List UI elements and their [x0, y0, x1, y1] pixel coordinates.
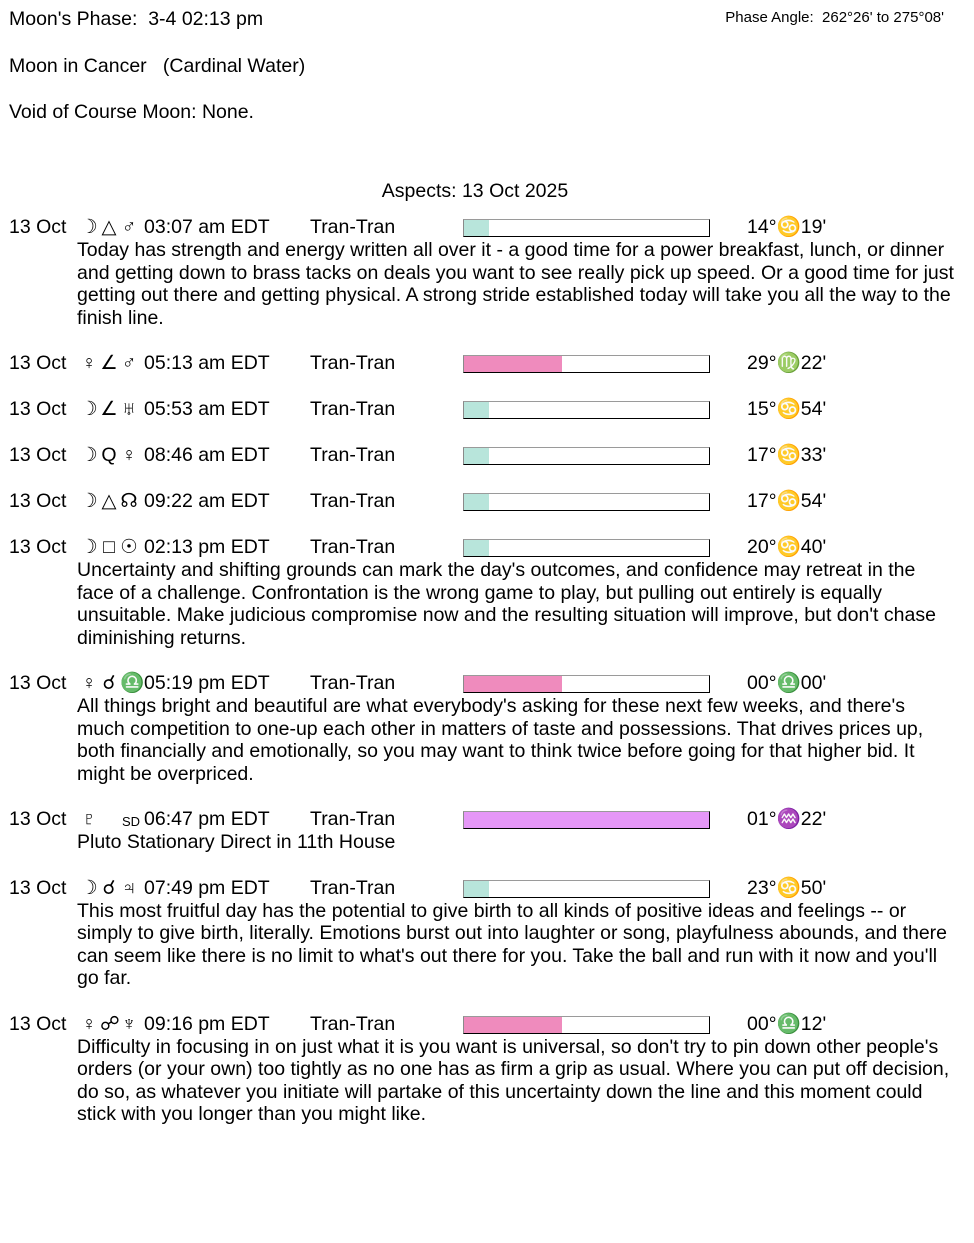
planet-glyph-icon: ☽ — [80, 536, 98, 558]
aspect-date: 13 Oct — [9, 672, 67, 694]
aspect-glyph-icon: △ — [101, 216, 117, 238]
planet-glyph-icon: ♎ — [120, 672, 145, 694]
aspect-row — [0, 398, 974, 421]
strength-bar-fill — [464, 356, 562, 372]
aspect-date: 13 Oct — [9, 536, 67, 558]
aspect-type: Tran-Tran — [310, 398, 396, 420]
aspect-entry — [0, 808, 974, 854]
aspect-row — [0, 672, 974, 695]
aspect-date: 13 Oct — [9, 876, 67, 899]
aspect-time: 02:13 pm EDT — [144, 536, 270, 558]
strength-bar-fill — [464, 402, 489, 418]
aspect-type: Tran-Tran — [310, 490, 396, 512]
planet-glyph-icon: ♂ — [121, 216, 137, 238]
aspect-time: 08:46 am EDT — [144, 444, 270, 466]
aspect-date: 13 Oct — [9, 352, 67, 374]
aspect-entry — [0, 444, 974, 467]
aspect-type: Tran-Tran — [310, 1012, 396, 1035]
strength-bar-fill — [464, 540, 489, 556]
strength-bar-fill — [464, 494, 489, 510]
aspect-entry — [0, 672, 974, 785]
aspect-date: 13 Oct — [9, 808, 67, 830]
aspect-row — [0, 877, 974, 900]
aspect-description: This most fruitful day has the potential to give birth to all kinds of positive ideas and feelings -- or simply to give birth, literally. Emotions burst out into laughter or song, playfulness abounds, and there can seem like there is no limit to what's out there for you. Take the ball and run with it now and you'll go far. — [77, 899, 948, 989]
strength-bar — [463, 811, 710, 829]
strength-bar-fill — [464, 812, 709, 828]
aspect-date: 13 Oct — [9, 444, 67, 466]
phase-angle: Phase Angle: 262°26' to 275°08' — [725, 9, 944, 26]
planet-glyph-icon: ♇ — [81, 808, 97, 830]
aspect-time: 05:19 pm EDT — [144, 672, 270, 694]
strength-bar — [463, 675, 710, 693]
aspect-glyph-icon: ∠ — [100, 398, 118, 420]
aspect-list — [0, 216, 974, 1149]
planet-glyph-icon: ☉ — [120, 536, 138, 558]
aspect-row — [0, 444, 974, 467]
aspect-entry — [0, 490, 974, 513]
void-of-course: Void of Course Moon: None. — [9, 101, 254, 123]
aspect-time: 07:49 pm EDT — [144, 876, 270, 899]
aspect-position: 23°♋50' — [747, 876, 827, 899]
aspect-description: Uncertainty and shifting grounds can mark the day's outcomes, and confidence may retreat in the face of a challenge. Confrontation is the wrong game to play, but pulling out entirely is equally unsuitable. Make judicious compromise now and the resulting situation will improve, but don't chase diminishing returns. — [77, 559, 936, 649]
aspect-entry — [0, 536, 974, 649]
aspect-entry — [0, 398, 974, 421]
strength-bar — [463, 493, 710, 511]
aspect-position: 15°♋54' — [747, 398, 827, 420]
planet-glyph-icon: ♀ — [81, 1012, 97, 1035]
aspect-type: Tran-Tran — [310, 672, 396, 694]
planet-glyph-icon: ☽ — [80, 216, 98, 238]
planet-glyph-icon: ♃ — [121, 876, 137, 899]
strength-bar-fill — [464, 220, 489, 236]
aspect-glyph-icon: ☍ — [100, 1012, 120, 1035]
aspect-type: Tran-Tran — [310, 536, 396, 558]
aspect-glyph-icon: ∠ — [100, 352, 118, 374]
aspect-time: 05:13 am EDT — [144, 352, 270, 374]
aspect-time: 09:22 am EDT — [144, 490, 270, 512]
moon-sign: Moon in Cancer (Cardinal Water) — [9, 55, 306, 77]
aspect-time: 05:53 am EDT — [144, 398, 270, 420]
aspect-entry — [0, 877, 974, 990]
aspects-title: Aspects: 13 Oct 2025 — [381, 180, 569, 202]
planet-glyph-icon: ♀ — [121, 444, 137, 466]
aspect-glyph-icon: △ — [101, 490, 117, 512]
strength-bar-fill — [464, 1017, 562, 1033]
aspect-description: All things bright and beautiful are what everybody's asking for these next few weeks, and there's much competition to one-up each other in matters of taste and possessions. That drives prices up, both financially and emotionally, so you may want to think twice before going for that higher bid. It might be overpriced. — [77, 695, 924, 785]
aspect-entry — [0, 352, 974, 375]
aspect-entry — [0, 1013, 974, 1126]
aspect-time: 09:16 pm EDT — [144, 1012, 270, 1035]
aspect-time: 03:07 am EDT — [144, 216, 270, 238]
aspect-type: Tran-Tran — [310, 444, 396, 466]
strength-bar — [463, 539, 710, 557]
aspect-entry — [0, 216, 974, 329]
aspect-row — [0, 1013, 974, 1036]
aspect-row — [0, 216, 974, 239]
strength-bar — [463, 401, 710, 419]
planet-glyph-icon: ☽ — [80, 398, 98, 420]
aspect-date: 13 Oct — [9, 216, 67, 238]
aspect-date: 13 Oct — [9, 490, 67, 512]
aspect-row — [0, 490, 974, 513]
strength-bar-fill — [464, 676, 562, 692]
aspect-position: 00°♎12' — [747, 1012, 827, 1035]
strength-bar-fill — [464, 448, 489, 464]
strength-bar — [463, 880, 710, 898]
aspect-glyph-icon: □ — [103, 536, 115, 558]
aspect-position: 17°♋54' — [747, 490, 827, 512]
aspect-type: Tran-Tran — [310, 352, 396, 374]
planet-glyph-icon: ☊ — [120, 490, 138, 512]
aspect-position: 00°♎00' — [747, 672, 827, 694]
planet-glyph-icon: ♅ — [121, 398, 137, 420]
aspect-date: 13 Oct — [9, 398, 67, 420]
aspect-date: 13 Oct — [9, 1012, 67, 1035]
aspect-type: Tran-Tran — [310, 876, 396, 899]
planet-glyph-icon: ♂ — [121, 352, 137, 374]
aspect-row — [0, 352, 974, 375]
aspect-row — [0, 536, 974, 559]
planet-glyph-icon: ♀ — [81, 672, 97, 694]
strength-bar — [463, 219, 710, 237]
aspect-description: Difficulty in focusing in on just what it is you want is universal, so don't try to pin down other people's orders (or your own) too tightly as no one has as firm a grip as usual. Where you can put off decision, do so, as whatever you initiate will partake of this uncertainty down the line and this moment could stick with you longer than you might like. — [77, 1035, 950, 1125]
moon-phase: Moon's Phase: 3-4 02:13 pm — [9, 8, 264, 30]
aspect-glyph-icon: ☌ — [102, 672, 116, 694]
aspect-position: 14°♋19' — [747, 216, 827, 238]
aspect-position: 17°♋33' — [747, 444, 827, 466]
aspect-position: 29°♍22' — [747, 352, 827, 374]
aspect-row — [0, 808, 974, 831]
aspect-glyph-icon: SD — [122, 814, 141, 829]
aspect-glyph-icon: Q — [101, 444, 117, 466]
planet-glyph-icon: ☽ — [80, 490, 98, 512]
strength-bar — [463, 1016, 710, 1034]
aspect-position: 01°♒22' — [747, 808, 827, 830]
planet-glyph-icon: ☽ — [80, 876, 98, 899]
planet-glyph-icon: ☽ — [80, 444, 98, 466]
planet-glyph-icon: ♆ — [121, 1012, 137, 1035]
aspect-description: Today has strength and energy written all over it - a good time for a power breakfast, lunch, or dinner and getting down to brass tacks on deals you want to see really pick up speed. Or a good time for just getting out there and getting physical. A strong stride established today will take you all the way to the finish line. — [77, 239, 954, 329]
aspect-type: Tran-Tran — [310, 808, 396, 830]
strength-bar — [463, 355, 710, 373]
aspect-description: Pluto Stationary Direct in 11th House — [77, 831, 396, 853]
strength-bar-fill — [464, 881, 489, 897]
strength-bar — [463, 447, 710, 465]
planet-glyph-icon: ♀ — [81, 352, 97, 374]
aspect-position: 20°♋40' — [747, 536, 827, 558]
aspect-glyph-icon: ☌ — [102, 876, 116, 899]
aspect-type: Tran-Tran — [310, 216, 396, 238]
aspect-time: 06:47 pm EDT — [144, 808, 270, 830]
